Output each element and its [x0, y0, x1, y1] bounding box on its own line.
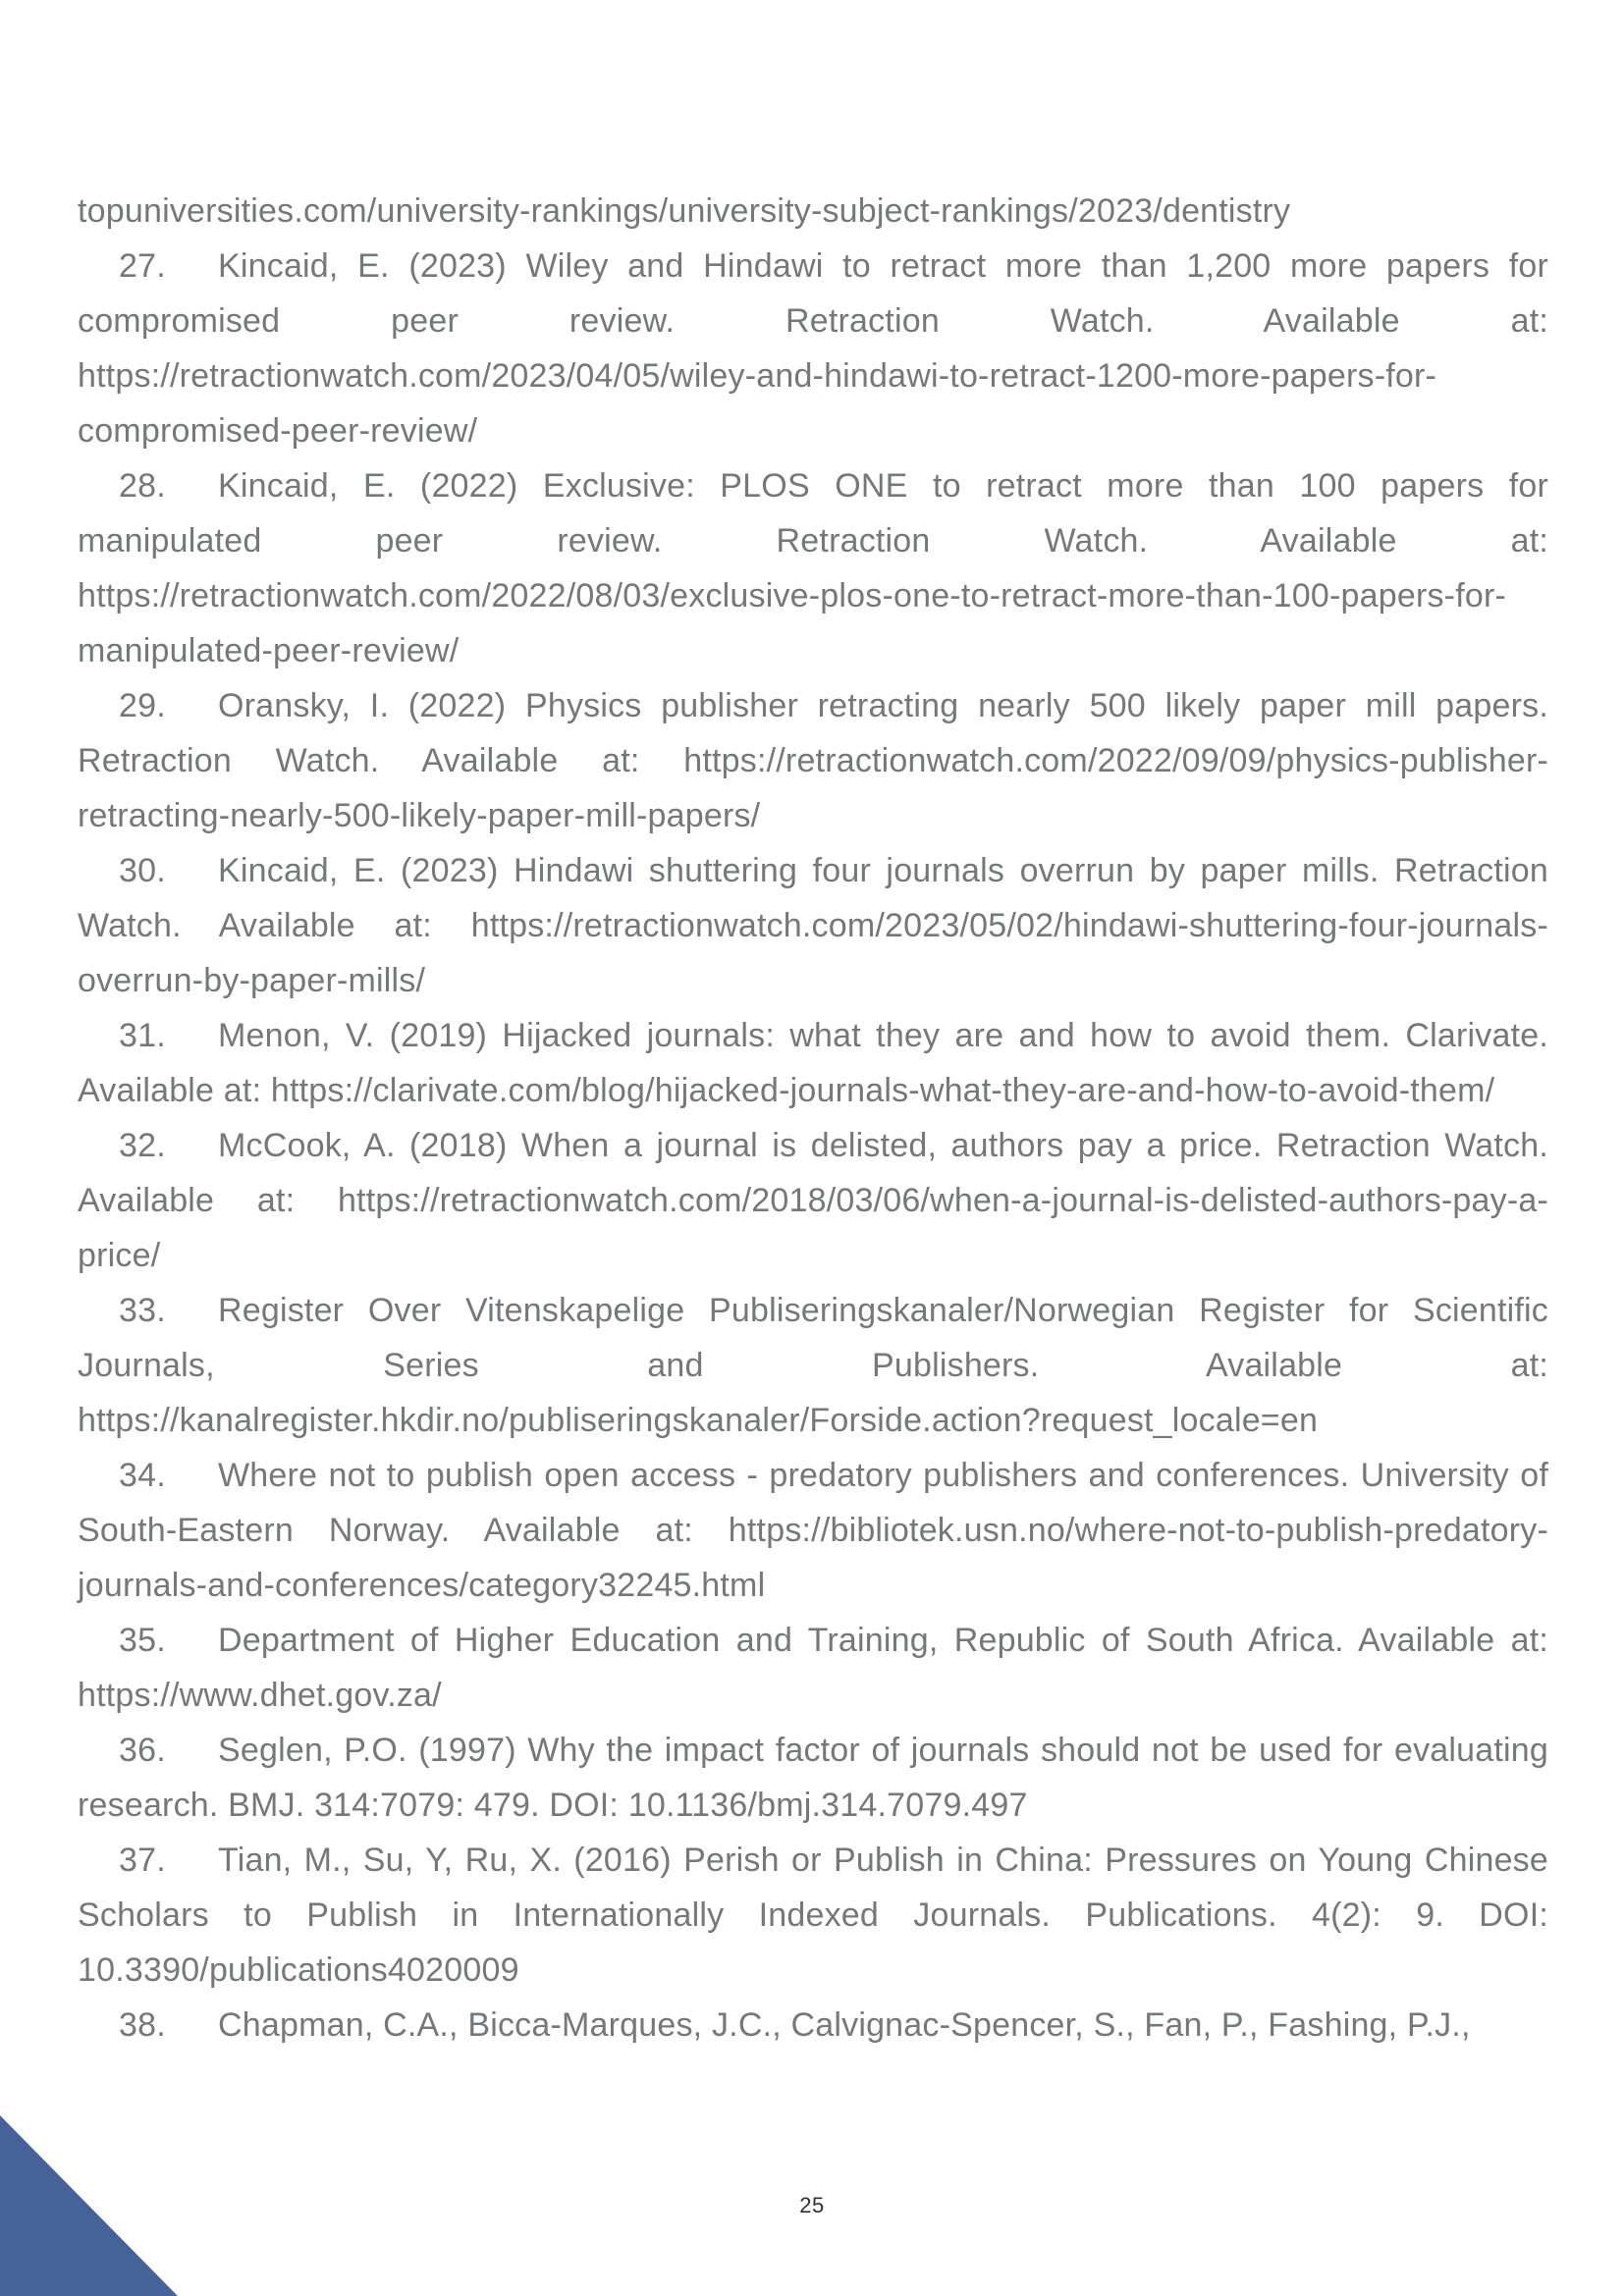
- reference-number: 37.: [119, 1842, 166, 1879]
- reference-text: Kincaid, E. (2023) Hindawi shuttering four journals overrun by paper mills. Retraction Watch. Available at: https://retractionwatch.com/2023/05/02/hindawi-shuttering-four-journals-overrun-by-paper-mills/: [78, 852, 1548, 999]
- continuation-text: topuniversities.com/university-rankings/university-subject-rankings/2023/dentistry: [78, 192, 1291, 230]
- reference-text: Kincaid, E. (2023) Wiley and Hindawi to retract more than 1,200 more papers for compromised peer review. Retraction Watch. Available at: https://retractionwatch.com/2023/04/05/wiley-and-hindawi-to-retract-1200-more-papers-for-compromised-peer-review/: [78, 247, 1548, 450]
- reference-number: 29.: [119, 687, 166, 724]
- reference-number: 32.: [119, 1127, 166, 1164]
- reference-entry: [78, 239, 1548, 458]
- reference-text: Seglen, P.O. (1997) Why the impact factor of journals should not be used for evaluating research. BMJ. 314:7079: 479. DOI: 10.1136/bmj.314.7079.497: [78, 1732, 1548, 1824]
- reference-number: 27.: [119, 247, 166, 285]
- reference-text: Register Over Vitenskapelige Publiseringskanaler/Norwegian Register for Scientific Journals, Series and Publishers. Available at: https://kanalregister.hkdir.no/publiseringskanaler/Forside.action?request_locale=en: [78, 1292, 1548, 1439]
- reference-entry: [78, 1998, 1548, 2053]
- reference-number: 33.: [119, 1292, 166, 1329]
- reference-entry: [78, 458, 1548, 678]
- reference-text: Where not to publish open access - predatory publishers and conferences. University of South-Eastern Norway. Available at: https://bibliotek.usn.no/where-not-to-publish-predatory-journals-and-conferences/category32245.html: [78, 1457, 1548, 1604]
- reference-number: 30.: [119, 852, 166, 889]
- reference-entry: [78, 1008, 1548, 1118]
- reference-text: Tian, M., Su, Y, Ru, X. (2016) Perish or Publish in China: Pressures on Young Chinese Scholars to Publish in Internationally Indexed Journals. Publications. 4(2): 9. DOI: 10.3390/publications4020009: [78, 1842, 1548, 1989]
- reference-entry: [78, 1118, 1548, 1283]
- reference-entry: [78, 1613, 1548, 1723]
- reference-number: 35.: [119, 1622, 166, 1659]
- reference-number: 34.: [119, 1457, 166, 1494]
- references-list: [78, 184, 1548, 2053]
- reference-text: Chapman, C.A., Bicca-Marques, J.C., Calvignac-Spencer, S., Fan, P., Fashing, P.J.,: [218, 2006, 1471, 2044]
- reference-text: Kincaid, E. (2022) Exclusive: PLOS ONE to retract more than 100 papers for manipulated peer review. Retraction Watch. Available at: https://retractionwatch.com/2022/08/03/exclusive-plos-one-to-retract-more-than-100-papers-for-manipulated-peer-review/: [78, 467, 1548, 669]
- reference-number: 28.: [119, 467, 166, 505]
- reference-text: McCook, A. (2018) When a journal is delisted, authors pay a price. Retraction Watch. Available at: https://retractionwatch.com/2018/03/06/when-a-journal-is-delisted-authors-pay-a-price/: [78, 1127, 1548, 1274]
- reference-text: Oransky, I. (2022) Physics publisher retracting nearly 500 likely paper mill papers. Retraction Watch. Available at: https://retractionwatch.com/2022/09/09/physics-publisher-retracting-nearly-500-likely-paper-mill-papers/: [78, 687, 1548, 834]
- reference-text: Department of Higher Education and Training, Republic of South Africa. Available at: https://www.dhet.gov.za/: [78, 1622, 1548, 1714]
- reference-entry: [78, 843, 1548, 1008]
- reference-entry: [78, 678, 1548, 843]
- reference-entry: [78, 1448, 1548, 1613]
- reference-number: 36.: [119, 1732, 166, 1769]
- page-number: 25: [799, 2193, 825, 2217]
- reference-entry: [78, 1283, 1548, 1448]
- reference-number: 38.: [119, 2006, 166, 2044]
- reference-number: 31.: [119, 1017, 166, 1054]
- reference-entry: [78, 1833, 1548, 1998]
- reference-entry: [78, 1723, 1548, 1833]
- reference-text: Menon, V. (2019) Hijacked journals: what they are and how to avoid them. Clarivate. Available at: https://clarivate.com/blog/hijacked-journals-what-they-are-and-how-to-avoid-them/: [78, 1017, 1548, 1109]
